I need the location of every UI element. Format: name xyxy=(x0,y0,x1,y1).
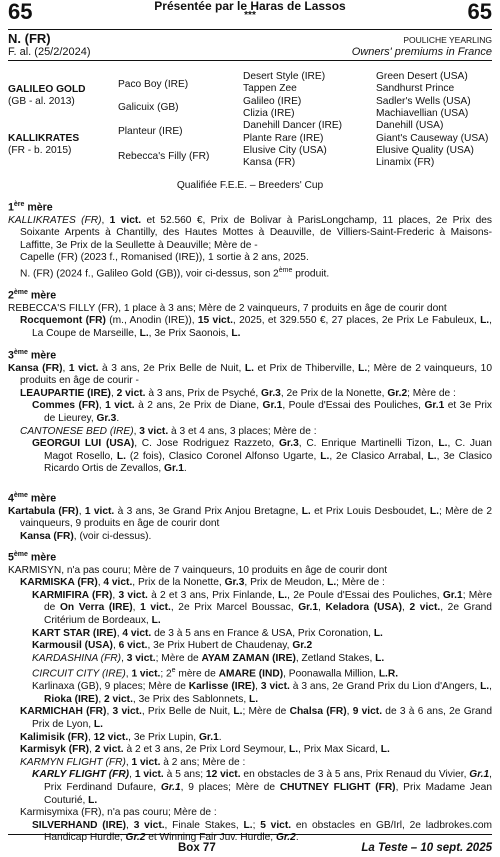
box-number: Box 77 xyxy=(178,842,216,854)
section-fourth-dam xyxy=(8,489,492,543)
sire-name: GALILEO GOLD xyxy=(8,84,86,95)
paragraph: GEORGUI LUI (USA), C. Jose Rodriguez Razzeto, Gr.3, C. Enrique Martinelli Tizon, L., C. Juan Magot Rosello, L. (2 fois), Clasico Coronel Alfonso Ugarte, L., 2e Clasico Arrabal, L., 3e Clasico Ricardo Ortis de Zevallos, Gr.1. xyxy=(32,438,492,475)
stars: *** xyxy=(244,10,256,21)
pedigree-gen3: Desert Style (IRE) xyxy=(243,71,326,82)
horse-name: N. (FR) xyxy=(8,31,51,46)
section-third-dam xyxy=(8,346,492,476)
pedigree-gen2: Planteur (IRE) xyxy=(118,126,183,137)
lot-number-right: 65 xyxy=(467,0,492,24)
paragraph: Karmisymixa (FR), n'a pas couru; Mère de : xyxy=(20,807,217,819)
section-heading: 2ème mère xyxy=(8,289,57,302)
paragraph: KARDASHINA (FR), 3 vict.; Mère de AYAM ZAMAN (IRE), Zetland Stakes, L. xyxy=(32,652,385,664)
paragraph: Karmousil (USA), 6 vict., 3e Prix Hubert de Chaudenay, Gr.2 xyxy=(32,640,313,652)
presented-by: Présentée par le Haras de Lassos xyxy=(154,0,346,13)
paragraph: KARMISYN, n'a pas couru; Mère de 7 vainqueurs, 10 produits en âge de courir dont xyxy=(8,564,388,576)
paragraph: KALLIKRATES (FR), 1 vict. et 52.560 €, Prix de Bolivar à ParisLongchamp, 11 places, 2e Prix des Soixante Arpents à Chantilly, des Hautes Mottes à Deauville, de Villiers-Saint-Frederic à Maisons-Laffitte, 3e Prix de la Seullette à Deauville; Mère de - xyxy=(8,214,492,251)
paragraph: Commes (FR), 1 vict. à 2 ans, 2e Prix de Diane, Gr.1, Poule d'Essai des Pouliches, Gr.1 et 3e Prix de Lieurey, Gr.3. xyxy=(32,400,492,424)
pedigree-gen3: Clizia (IRE) xyxy=(243,108,295,119)
paragraph: KARMICHAH (FR), 3 vict., Prix Belle de Nuit, L.; Mère de Chalsa (FR), 9 vict. de 3 à 6 ans, 2e Grand Prix de Lyon, L. xyxy=(20,706,493,731)
lot-number-left: 65 xyxy=(8,0,33,24)
section-first-dam xyxy=(8,198,492,281)
pedigree-gen3: Elusive City (USA) xyxy=(243,144,327,156)
dam-info: (FR - b. 2015) xyxy=(8,145,72,156)
paragraph: KARMYN FLIGHT (FR), 1 vict. à 2 ans; Mère de : xyxy=(20,756,246,768)
paragraph: Karmisyk (FR), 2 vict. à 2 et 3 ans, 2e Prix Lord Seymour, L., Prix Max Sicard, L. xyxy=(20,744,390,756)
paragraph: REBECCA'S FILLY (FR), 1 place à 3 ans; Mère de 2 vainqueurs, 7 produits en âge de courir dont xyxy=(8,302,447,314)
section-second-dam xyxy=(8,286,492,340)
pedigree-table xyxy=(8,71,492,176)
pedigree-rule xyxy=(8,60,492,61)
horse-type: POULICHE YEARLING xyxy=(403,35,492,45)
pedigree-gen3: Kansa (FR) xyxy=(243,157,296,168)
owners-premiums: Owners' premiums in France xyxy=(351,46,492,58)
section-heading: 4ème mère xyxy=(8,492,57,505)
paragraph: KARLY FLIGHT (FR), 1 vict. à 5 ans; 12 vict. en obstacles de 3 à 5 ans, Prix Renaud du Vivier, Gr.1, Prix Ferdinand Dufaure, Gr.1, 9 places; Mère de CHUTNEY FLIGHT (FR), Prix Madame Jean Couturié, L. xyxy=(32,769,492,806)
paragraph: KARMIFIRA (FR), 3 vict. à 2 et 3 ans, Prix Finlande, L., 2e Poule d'Essai des Pouliches, Gr.1; Mère de On Verra (IRE), 1 vict., 2e Prix Marcel Boussac, Gr.1, Keladora (USA), 2 vict., 2e Grand Critérium de Bordeaux, L. xyxy=(32,589,492,626)
paragraph: Capelle (FR) (2023 f., Romanised (IRE)), 1 sortie à 2 ans, 2025. N. (FR) (2024 f., Galileo Gold (GB)), voir ci-dessus, son 2ème produit. xyxy=(20,252,330,280)
pedigree-gen3: Plante Rare (IRE) xyxy=(243,132,324,144)
paragraph: Rocquemont (FR) (m., Anodin (IRE)), 15 vict., 2025, et 329.550 €, 27 places, 2e Prix Le Fabuleux, L., La Coupe de Marseille, L., 3e Prix Saonois, L. xyxy=(20,315,492,339)
qualification: Qualifiée F.E.E. – Breeders' Cup xyxy=(176,180,324,191)
pedigree-gen4: Green Desert (USA) xyxy=(376,71,468,82)
section-heading: 3ème mère xyxy=(8,349,57,362)
pedigree-gen4: Danehill (USA) xyxy=(376,120,444,131)
pedigree-gen4: Elusive Quality (USA) xyxy=(376,144,474,156)
pedigree-gen2: Paco Boy (IRE) xyxy=(118,79,189,90)
paragraph: CIRCUIT CITY (IRE), 1 vict.; 2e mère de AMARE (IND), Poonawalla Million, L.R. xyxy=(32,667,399,680)
paragraph: Kansa (FR), 1 vict. à 3 ans, 2e Prix Belle de Nuit, L. et Prix de Thiberville, L.; Mère de 2 vainqueurs, 10 produits en âge de courir - xyxy=(8,362,492,387)
header-rule xyxy=(8,29,492,30)
section-fifth-dam xyxy=(8,548,492,845)
pedigree-gen4: Machiavellian (USA) xyxy=(376,108,469,119)
pedigree-gen4: Giant's Causeway (USA) xyxy=(376,132,489,144)
paragraph: Kalimisik (FR), 12 vict., 3e Prix Lupin, Gr.1. xyxy=(20,731,222,743)
pedigree-gen2: Rebecca's Filly (FR) xyxy=(118,151,210,162)
dam-name: KALLIKRATES xyxy=(8,133,80,144)
paragraph: Kansa (FR), (voir ci-dessus). xyxy=(20,530,152,542)
sire-info: (GB - al. 2013) xyxy=(8,96,75,107)
pedigree-gen3: Danehill Dancer (IRE) xyxy=(243,120,343,131)
paragraph: Kartabula (FR), 1 vict. à 3 ans, 3e Grand Prix Anjou Bretagne, L. et Prix Louis Desboudet, L.; Mère de 2 vainqueurs, 9 produits en âge de courir dont xyxy=(8,505,493,530)
paragraph: Karlinaxa (GB), 9 places; Mère de Karlisse (IRE), 3 vict. à 3 ans, 2e Grand Prix du Lion d'Angers, L., Rioka (IRE), 2 vict., 3e Prix des Sablonnets, L. xyxy=(32,681,492,705)
pedigree-gen4: Sadler's Wells (USA) xyxy=(376,95,471,107)
paragraph: CANTONESE BED (IRE), 3 vict. à 3 et 4 ans, 3 places; Mère de : xyxy=(20,425,317,437)
paragraph: SILVERHAND (IRE), 3 vict., Finale Stakes, L.; 5 vict. en obstacles en GB/Irl, 2e ladbrokes.com Handicap Hurdle, Gr.2 et Winning Fair Juv. Hurdle, Gr.2. xyxy=(32,819,492,844)
paragraph: LEAUPARTIE (IRE), 2 vict. à 3 ans, Prix de Psyché, Gr.3, 2e Prix de la Nonette, Gr.2; Mère de : xyxy=(20,387,456,399)
paragraph: KARMISKA (FR), 4 vict., Prix de la Nonette, Gr.3, Prix de Meudon, L.; Mère de : xyxy=(20,577,385,589)
paragraph: KART STAR (IRE), 4 vict. de 3 à 5 ans en France & USA, Prix Coronation, L. xyxy=(32,627,383,639)
section-heading: 5ème mère xyxy=(8,551,57,564)
sale-venue-date: La Teste – 10 sept. 2025 xyxy=(361,842,492,854)
pedigree-gen4: Sandhurst Prince xyxy=(376,83,455,94)
pedigree-gen3: Galileo (IRE) xyxy=(243,95,302,107)
horse-sex-birth: F. al. (25/2/2024) xyxy=(8,46,91,58)
pedigree-gen2: Galicuix (GB) xyxy=(118,102,179,113)
pedigree-gen3: Tappen Zee xyxy=(243,83,297,94)
footer-rule xyxy=(8,834,492,835)
pedigree-gen4: Linamix (FR) xyxy=(376,157,435,168)
section-heading: 1ère mère xyxy=(8,201,53,214)
